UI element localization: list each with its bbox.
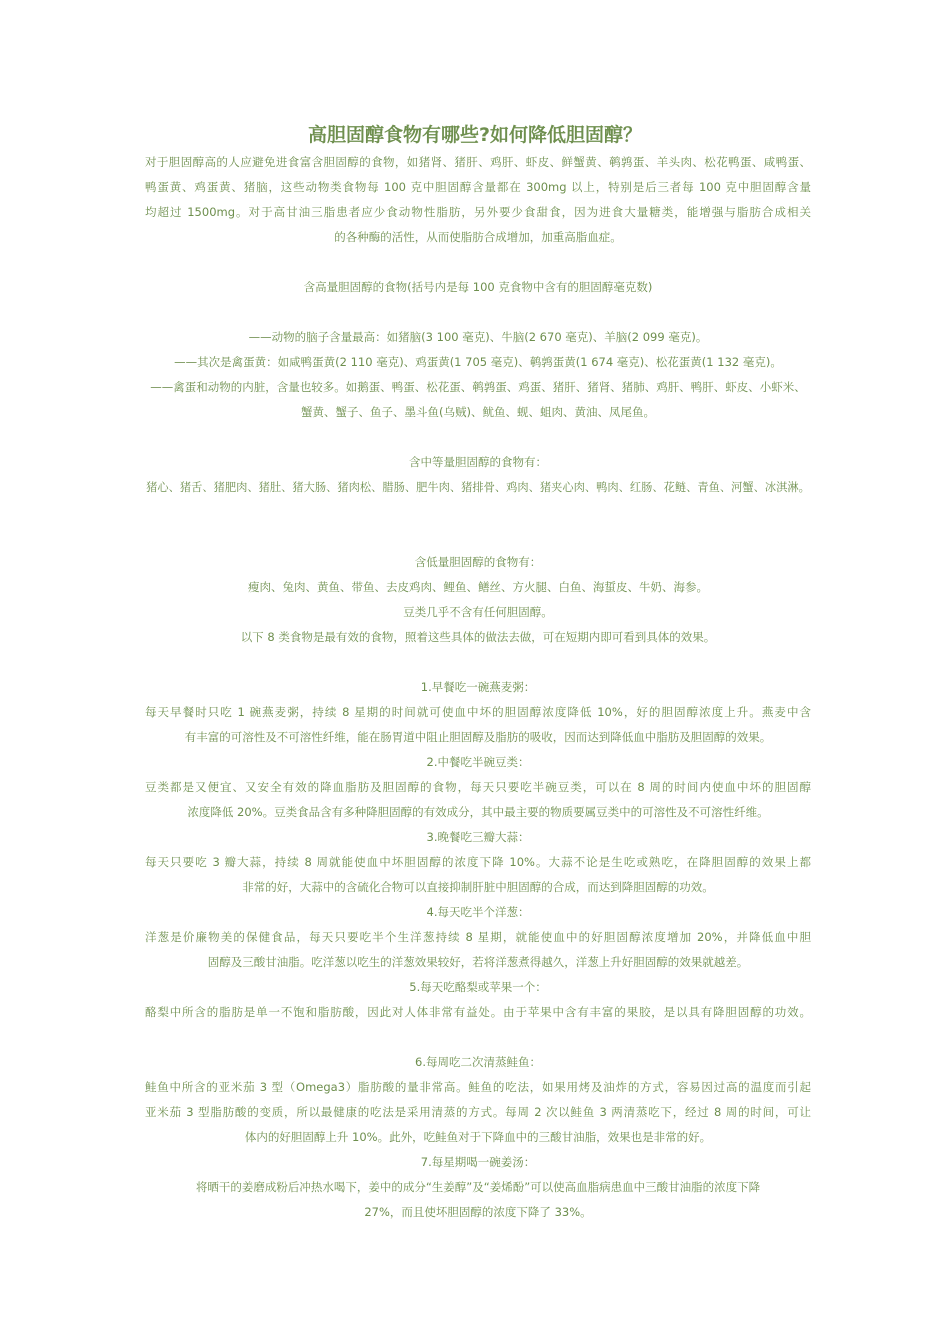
- intro-line: 鸭蛋黄、鸡蛋黄、猪脑，这些动物类食物每 100 克中胆固醇含量都在 300mg 以上，特别是后三者每 100 克中胆固醇含量: [145, 180, 811, 194]
- food-item-heading: 4.每天吃半个洋葱：: [426, 905, 530, 919]
- food-item-line: 非常的好，大蒜中的含硫化合物可以直接抑制肝脏中胆固醇的合成，而达到降胆固醇的功效。: [242, 880, 714, 894]
- food-item-heading: 5.每天吃酪梨或苹果一个：: [409, 980, 547, 994]
- food-item-line: 每天早餐时只吃 1 碗燕麦粥，持续 8 星期的时间就可使血中坏的胆固醇浓度降低 10%，好的胆固醇浓度上升。燕麦中含: [145, 705, 811, 719]
- medium-cholesterol-items: 猪心、猪舌、猪肥肉、猪肚、猪大肠、猪肉松、腊肠、肥牛肉、猪排骨、鸡肉、猪夹心肉、鸭肉、红肠、花鲢、青鱼、河蟹、冰淇淋。: [146, 481, 810, 494]
- food-item-line: 浓度降低 20%。豆类食品含有多种降胆固醇的有效成分，其中最主要的物质要属豆类中的可溶性及不可溶性纤维。: [187, 805, 769, 819]
- food-item-heading: 7.每星期喝一碗姜汤：: [420, 1155, 536, 1169]
- food-item-line: 有丰富的可溶性及不可溶性纤维，能在肠胃道中阻止胆固醇及脂肪的吸收，因而达到降低血中脂肪及胆固醇的效果。: [184, 730, 772, 744]
- low-cholesterol-items: 瘦肉、兔肉、黄鱼、带鱼、去皮鸡肉、鲤鱼、鳝丝、方火腿、白鱼、海蜇皮、牛奶、海参。: [248, 580, 708, 594]
- intro-line: 均超过 1500mg。对于高甘油三脂患者应少食动物性脂肪，另外要少食甜食，因为进食大量糖类，能增强与脂肪合成相关: [145, 205, 811, 219]
- intro-line: 对于胆固醇高的人应避免进食富含胆固醇的食物，如猪肾、猪肝、鸡肝、虾皮、鲜蟹黄、鹌鹑蛋、羊头肉、松花鸭蛋、咸鸭蛋、: [145, 155, 811, 169]
- medium-cholesterol-heading: 含中等量胆固醇的食物有：: [409, 455, 547, 469]
- high-cholesterol-item: ——禽蛋和动物的内脏，含量也较多。如鹅蛋、鸭蛋、松花蛋、鹌鹑蛋、鸡蛋、猪肝、猪肾、猪肺、鸡肝、鸭肝、虾皮、小虾米、: [150, 380, 806, 394]
- food-item-heading: 6.每周吃二次清蒸鲑鱼：: [415, 1055, 541, 1069]
- high-cholesterol-item: 蟹黄、蟹子、鱼子、墨斗鱼(乌贼)、鱿鱼、蚬、蛆肉、黄油、凤尾鱼。: [301, 405, 655, 419]
- food-item-heading: 1.早餐吃一碗燕麦粥：: [420, 680, 536, 694]
- eight-foods-intro: 以下 8 类食物是最有效的食物，照着这些具体的做法去做，可在短期内即可看到具体的效果。: [240, 630, 716, 644]
- high-cholesterol-item: ——其次是禽蛋黄：如咸鸭蛋黄(2 110 毫克)、鸡蛋黄(1 705 毫克)、鹌鹑蛋黄(1 674 毫克)、松花蛋黄(1 132 毫克)。: [174, 355, 782, 369]
- intro-line: 的各种酶的活性，从而使脂肪合成增加，加重高脂血症。: [334, 230, 622, 244]
- page-title: 高胆固醇食物有哪些?如何降低胆固醇？: [307, 124, 643, 146]
- food-item-line: 27%，而且使坏胆固醇的浓度下降了 33%。: [364, 1205, 592, 1219]
- food-item-line: 亚米茄 3 型脂肪酸的变质，所以最健康的吃法是采用清蒸的方式。每周 2 次以鲑鱼 3 两清蒸吃下，经过 8 周的时间，可让: [145, 1105, 811, 1119]
- food-item-heading: 2.中餐吃半碗豆类：: [426, 755, 530, 769]
- document-body: [145, 150, 811, 1225]
- beans-note: 豆类几乎不含有任何胆固醇。: [403, 605, 553, 619]
- food-item-line: 鲑鱼中所含的亚米茄 3 型（Omega3）脂肪酸的量非常高。鲑鱼的吃法，如果用烤及油炸的方式，容易因过高的温度而引起: [145, 1080, 811, 1094]
- food-item-heading: 3.晚餐吃三瓣大蒜：: [426, 830, 530, 844]
- food-item-line: 固醇及三酸甘油脂。吃洋葱以吃生的洋葱效果较好，若将洋葱煮得越久，洋葱上升好胆固醇的效果就越差。: [207, 955, 749, 969]
- food-item-line: 豆类都是又便宜、又安全有效的降血脂肪及胆固醇的食物，每天只要吃半碗豆类，可以在 8 周的时间内使血中坏的胆固醇: [145, 780, 811, 794]
- high-cholesterol-heading: 含高量胆固醇的食物(括号内是每 100 克食物中含有的胆固醇毫克数): [303, 280, 653, 294]
- food-item-line: 将晒干的姜磨成粉后冲热水喝下，姜中的成分“生姜醇”及“姜烯酚”可以使高血脂病患血中三酸甘油脂的浓度下降: [195, 1180, 761, 1194]
- food-item-line: 洋葱是价廉物美的保健食品，每天只要吃半个生洋葱持续 8 星期，就能使血中的好胆固醇浓度增加 20%，并降低血中胆: [145, 930, 811, 944]
- food-item-line: 每天只要吃 3 瓣大蒜，持续 8 周就能使血中坏胆固醇的浓度下降 10%。大蒜不论是生吃或熟吃，在降胆固醇的效果上都: [145, 855, 811, 869]
- food-item-line: 体内的好胆固醇上升 10%。此外，吃鲑鱼对于下降血中的三酸甘油脂，效果也是非常的好。: [244, 1130, 712, 1144]
- low-cholesterol-heading: 含低量胆固醇的食物有：: [414, 555, 542, 569]
- high-cholesterol-item: ——动物的脑子含量最高：如猪脑(3 100 毫克)、牛脑(2 670 毫克)、羊脑(2 099 毫克)。: [248, 330, 708, 344]
- food-item-line: 酪梨中所含的脂肪是单一不饱和脂肪酸，因此对人体非常有益处。由于苹果中含有丰富的果胶，是以具有降胆固醇的功效。: [145, 1005, 811, 1019]
